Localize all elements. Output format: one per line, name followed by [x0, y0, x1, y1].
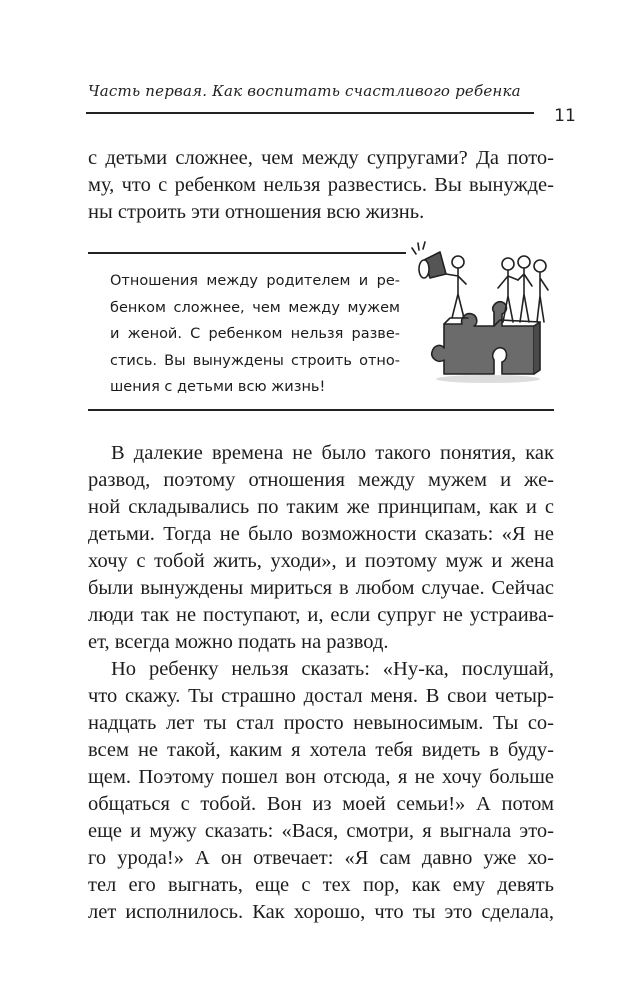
- megaphone-people-puzzle-icon: [410, 238, 558, 388]
- running-title: Часть первая. Как воспитать счастливого ребенка: [88, 82, 521, 100]
- text-line: тел его выгнать, еще с тех пор, как ему девять: [88, 874, 554, 896]
- callout-line: Отношения между родителем и ре-: [110, 273, 400, 289]
- paragraph-1: [88, 440, 554, 656]
- callout-line: шения с детьми всю жизнь!: [110, 379, 326, 395]
- text-line: что скажу. Ты страшно достал меня. В свои четыр-: [88, 685, 554, 707]
- text-line: всем не такой, каким я хотела тебя видеть в буду-: [88, 739, 554, 761]
- text-line: ет, всегда можно подать на развод.: [88, 631, 389, 653]
- text-line: Но ребенку нельзя сказать: «Ну-ка, послушай,: [111, 658, 554, 680]
- text-line: го урода!» А он отвечает: «Я сам давно уже хо-: [88, 847, 554, 869]
- text-line: детьми. Тогда не было возможности сказать: «Я не: [88, 523, 554, 545]
- text-line: му, что с ребенком нельзя развестись. Вы вынужде-: [88, 174, 554, 196]
- text-line: лет исполнилось. Как хорошо, что ты это сделала,: [88, 901, 554, 923]
- text-line: общаться с тобой. Вон из моей семьи!» А потом: [88, 793, 554, 815]
- callout-line: стись. Вы вынуждены строить отно-: [110, 352, 400, 369]
- text-line: развод, поэтому отношения между мужем и же-: [88, 469, 554, 491]
- text-line: люди так не поступают, и, если супруг не устраива-: [88, 604, 554, 626]
- text-line: щем. Поэтому пошел вон отсюда, я не хочу больше: [88, 766, 554, 788]
- text-line: ны строить эти отношения всю жизнь.: [88, 201, 425, 223]
- paragraph-2: [88, 656, 554, 926]
- callout-bottom-rule: [88, 409, 554, 411]
- header-rule: [86, 112, 534, 114]
- callout-text: [110, 268, 400, 401]
- text-line: ной складывались по таким же принципам, как и с: [88, 496, 554, 518]
- page-number: 11: [554, 106, 576, 126]
- text-line: были вынуждены мириться в любом случае. Сейчас: [88, 577, 554, 599]
- text-line: В далекие времена не было такого понятия, как: [111, 442, 554, 464]
- text-line: с детьми сложнее, чем между супругами? Да пото-: [88, 147, 554, 169]
- text-line: надцать лет ты стал просто невыносимым. Ты со-: [88, 712, 554, 734]
- text-line: еще и мужу сказать: «Вася, смотри, я выгнала это-: [88, 820, 554, 842]
- callout-line: и женой. С ребенком нельзя разве-: [110, 326, 400, 342]
- text-line: хочу с тобой жить, уходи», и поэтому муж и жена: [88, 550, 554, 572]
- intro-paragraph: [88, 145, 554, 226]
- callout-top-rule: [88, 252, 406, 254]
- callout-line: бенком сложнее, чем между мужем: [110, 299, 400, 316]
